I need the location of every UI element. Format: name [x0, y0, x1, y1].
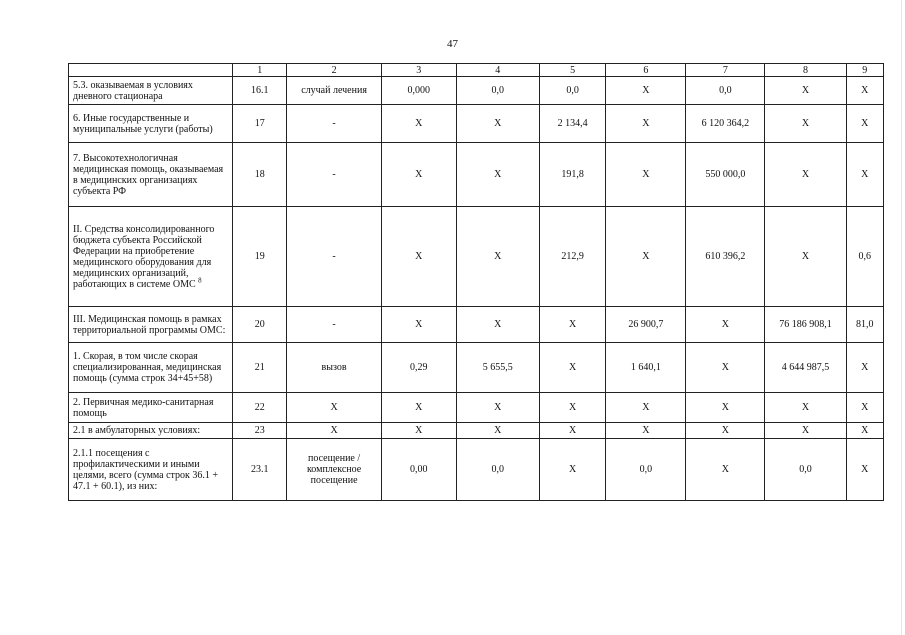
table-cell: Х: [686, 439, 765, 501]
table-cell: Х: [765, 207, 846, 307]
table-cell: 212,9: [539, 207, 606, 307]
table-cell: Х: [606, 77, 686, 105]
table-cell: 23.1: [233, 439, 287, 501]
table-cell: Х: [539, 343, 606, 393]
table-cell: Х: [456, 207, 539, 307]
table-cell: посещение / комплексное посещение: [287, 439, 382, 501]
table-cell: Х: [381, 307, 456, 343]
table-cell: Х: [287, 423, 382, 439]
header-cell: 8: [765, 64, 846, 77]
page-number: 47: [447, 38, 458, 50]
row-name: 2.1 в амбулаторных условиях:: [69, 423, 233, 439]
table-cell: 0,0: [765, 439, 846, 501]
table-cell: Х: [686, 307, 765, 343]
row-name: 7. Высокотехнологичная медицинская помощь, оказываемая в медицинских организациях субъекта РФ: [69, 143, 233, 207]
table-cell: случай лечения: [287, 77, 382, 105]
table-cell: Х: [765, 393, 846, 423]
table-cell: Х: [765, 77, 846, 105]
header-cell: 4: [456, 64, 539, 77]
table-row: [69, 77, 884, 105]
table-cell: Х: [539, 307, 606, 343]
table-cell: Х: [456, 423, 539, 439]
header-cell: 7: [686, 64, 765, 77]
table-cell: Х: [765, 143, 846, 207]
table-row: [69, 143, 884, 207]
table-cell: 0,0: [456, 439, 539, 501]
row-name: 1. Скорая, в том числе скорая специализированная, медицинская помощь (сумма строк 34+45+58): [69, 343, 233, 393]
table-cell: 21: [233, 343, 287, 393]
table-cell: Х: [606, 105, 686, 143]
table-cell: Х: [846, 105, 884, 143]
table-cell: Х: [846, 143, 884, 207]
table-cell: Х: [606, 143, 686, 207]
table-cell: Х: [765, 105, 846, 143]
table-cell: 16.1: [233, 77, 287, 105]
table-cell: -: [287, 105, 382, 143]
table-row: [69, 105, 884, 143]
table-cell: Х: [606, 423, 686, 439]
row-name: [69, 207, 233, 307]
table-cell: 4 644 987,5: [765, 343, 846, 393]
table-row: [69, 343, 884, 393]
table-row: [69, 439, 884, 501]
row-name: 5.3. оказываемая в условиях дневного стационара: [69, 77, 233, 105]
table-cell: Х: [381, 105, 456, 143]
table-cell: Х: [686, 343, 765, 393]
column-number-header-row: [69, 64, 884, 77]
table-cell: Х: [381, 143, 456, 207]
row-name: 2.1.1 посещения с профилактическими и иными целями, всего (сумма строк 36.1 + 47.1 + 60.1), из них:: [69, 439, 233, 501]
table-cell: Х: [456, 307, 539, 343]
table-cell: 23: [233, 423, 287, 439]
header-cell: [69, 64, 233, 77]
scan-edge-line: [901, 0, 902, 635]
table-cell: Х: [456, 105, 539, 143]
table-cell: 26 900,7: [606, 307, 686, 343]
table-cell: Х: [287, 393, 382, 423]
table-cell: 76 186 908,1: [765, 307, 846, 343]
table-row: [69, 393, 884, 423]
table-cell: 2 134,4: [539, 105, 606, 143]
table-cell: 20: [233, 307, 287, 343]
table-cell: 0,0: [606, 439, 686, 501]
table-cell: 5 655,5: [456, 343, 539, 393]
table-cell: 0,0: [539, 77, 606, 105]
table-cell: Х: [846, 439, 884, 501]
table-cell: 1 640,1: [606, 343, 686, 393]
table-cell: Х: [539, 423, 606, 439]
table-cell: -: [287, 143, 382, 207]
header-cell: 3: [381, 64, 456, 77]
footnote-marker: 8: [198, 276, 202, 285]
table-cell: 22: [233, 393, 287, 423]
header-cell: 2: [287, 64, 382, 77]
table-cell: Х: [765, 423, 846, 439]
table-cell: Х: [381, 207, 456, 307]
table-cell: 0,00: [381, 439, 456, 501]
row-name: 2. Первичная медико-санитарная помощь: [69, 393, 233, 423]
table-cell: Х: [539, 439, 606, 501]
row-name-text: II. Средства консолидированного бюджета субъекта Российской Федерации на приобретение медицинского оборудования для медицинских организаций, работающих в системе ОМС: [73, 223, 215, 290]
table-cell: Х: [686, 423, 765, 439]
table-cell: Х: [381, 423, 456, 439]
table-cell: Х: [539, 393, 606, 423]
table-cell: 0,0: [686, 77, 765, 105]
table-row: [69, 423, 884, 439]
table-cell: -: [287, 207, 382, 307]
table-cell: 81,0: [846, 307, 884, 343]
row-name: 6. Иные государственные и муниципальные услуги (работы): [69, 105, 233, 143]
table-cell: 0,6: [846, 207, 884, 307]
table-cell: Х: [846, 343, 884, 393]
table-cell: 191,8: [539, 143, 606, 207]
table-cell: Х: [606, 393, 686, 423]
table-cell: 18: [233, 143, 287, 207]
header-cell: 5: [539, 64, 606, 77]
table-cell: вызов: [287, 343, 382, 393]
table-cell: Х: [686, 393, 765, 423]
table-cell: 0,000: [381, 77, 456, 105]
table-cell: 550 000,0: [686, 143, 765, 207]
table-cell: -: [287, 307, 382, 343]
table-cell: 19: [233, 207, 287, 307]
header-cell: 1: [233, 64, 287, 77]
table-row: [69, 307, 884, 343]
table-cell: Х: [846, 77, 884, 105]
table-cell: Х: [456, 393, 539, 423]
table-cell: Х: [846, 393, 884, 423]
table-cell: 0,0: [456, 77, 539, 105]
table-cell: 610 396,2: [686, 207, 765, 307]
table-cell: Х: [606, 207, 686, 307]
table-cell: 0,29: [381, 343, 456, 393]
table-cell: 17: [233, 105, 287, 143]
table-cell: 6 120 364,2: [686, 105, 765, 143]
row-name: III. Медицинская помощь в рамках территориальной программы ОМС:: [69, 307, 233, 343]
table-cell: Х: [381, 393, 456, 423]
table-cell: Х: [846, 423, 884, 439]
header-cell: 6: [606, 64, 686, 77]
report-table: [68, 63, 884, 501]
header-cell: 9: [846, 64, 884, 77]
table-row: [69, 207, 884, 307]
table-cell: Х: [456, 143, 539, 207]
